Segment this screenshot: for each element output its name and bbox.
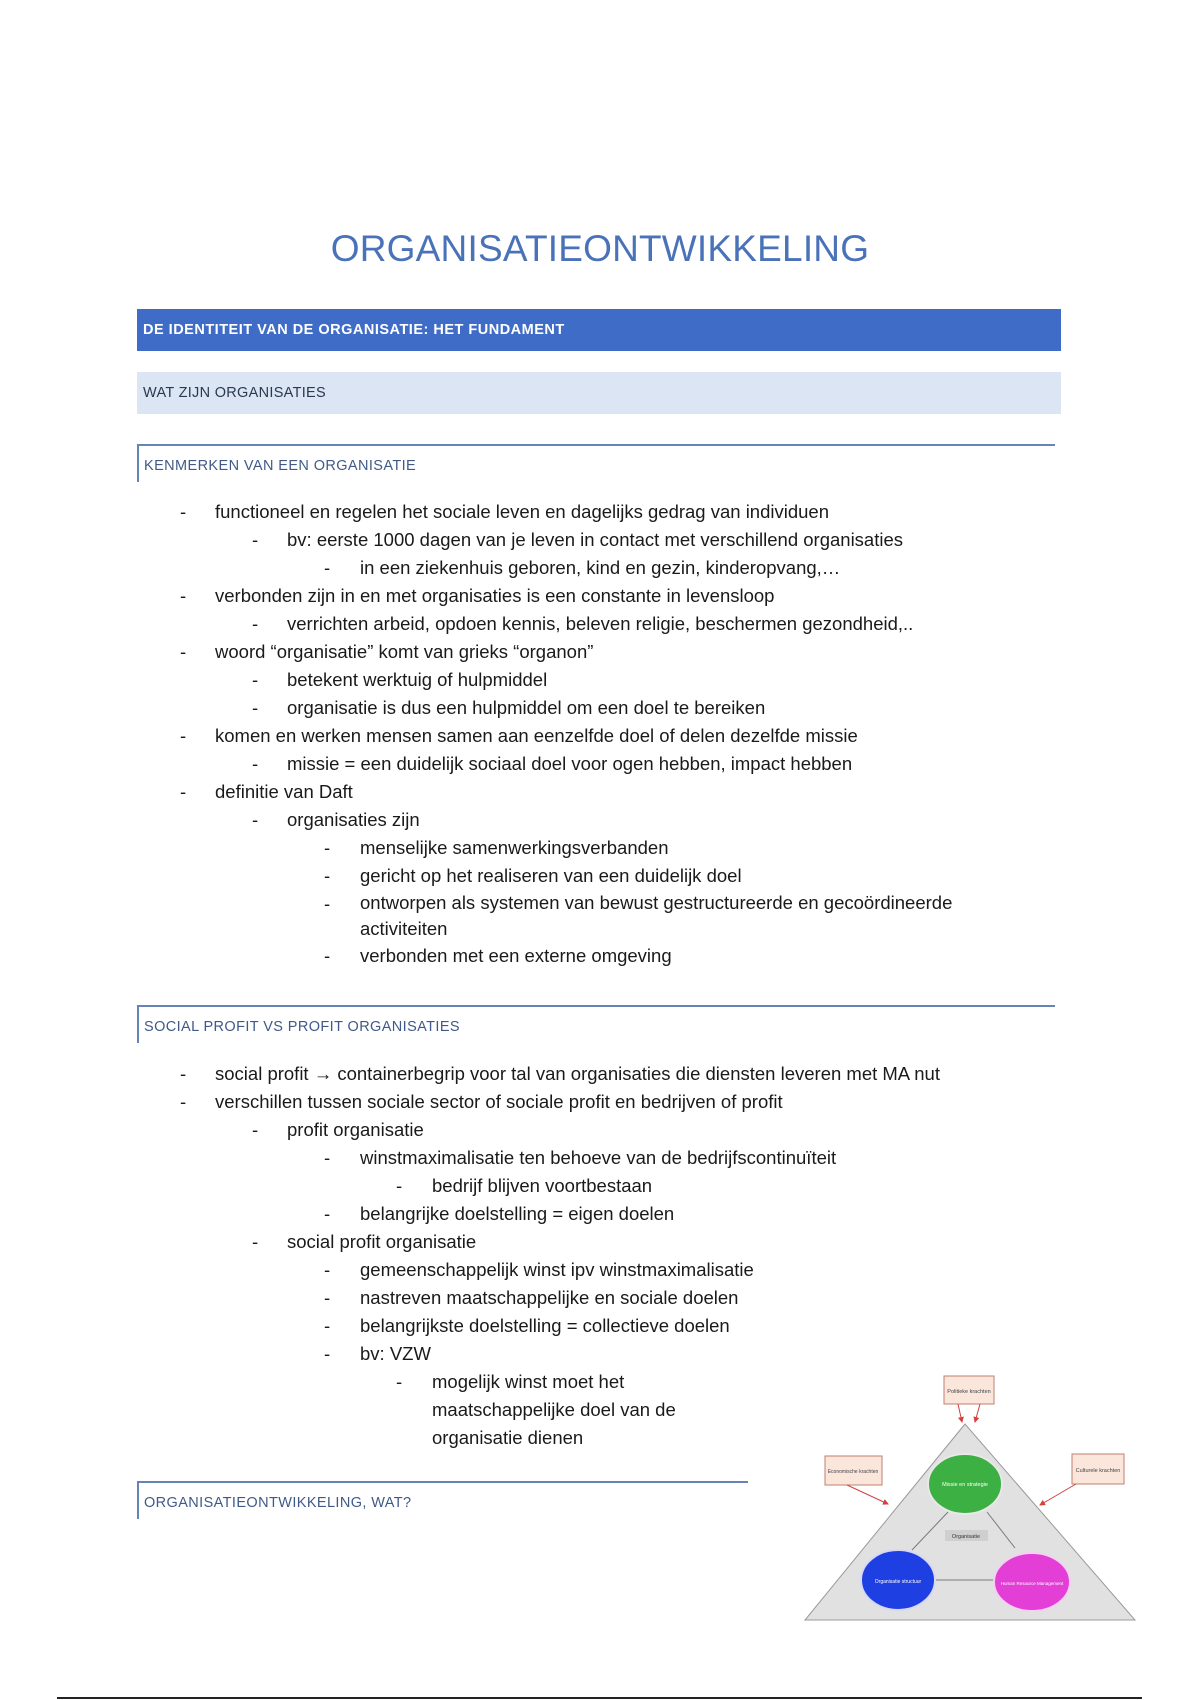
heading-1-identity: DE IDENTITEIT VAN DE ORGANISATIE: HET FUNDAMENT — [137, 309, 1061, 351]
bullet-dash: - — [180, 1063, 187, 1084]
heading-3-organisatieontwikkeling: ORGANISATIEONTWIKKELING, WAT? — [137, 1481, 748, 1519]
list-item: - belangrijkste doelstelling = collectieve doelen — [0, 1312, 1200, 1340]
list-item: - social profit → containerbegrip voor tal van organisaties die diensten leveren met MA nut — [0, 1060, 1200, 1088]
culturele-krachten-label: Culturele krachten — [1075, 1468, 1121, 1474]
hrm-label: Human Resource Management — [1000, 1581, 1064, 1586]
list-item: - verrichten arbeid, opdoen kennis, beleven religie, beschermen gezondheid,.. — [0, 610, 1200, 638]
bullet-dash: - — [324, 945, 331, 966]
list-item: - verbonden met een externe omgeving — [0, 942, 1200, 970]
list-item: - gericht op het realiseren van een duidelijk doel — [0, 862, 1200, 890]
list-item: - verbonden zijn in en met organisaties is een constante in levensloop — [0, 582, 1200, 610]
bullet-dash: - — [252, 1231, 259, 1252]
bullet-dash: - — [252, 697, 259, 718]
bullet-dash: - — [324, 1287, 331, 1308]
arrow-culturele — [1040, 1484, 1076, 1505]
politieke-krachten-label: Politieke krachten — [947, 1389, 991, 1395]
list-item: - gemeenschappelijk winst ipv winstmaximalisatie — [0, 1256, 1200, 1284]
page-title: ORGANISATIEONTWIKKELING — [330, 228, 870, 269]
list-item: - missie = een duidelijk sociaal doel voor ogen hebben, impact hebben — [0, 750, 1200, 778]
list-item: - mogelijk winst moet het maatschappelijke doel van de organisatie dienen — [0, 1368, 1200, 1452]
list-item: - woord “organisatie” komt van grieks “organon” — [0, 638, 1200, 666]
bullet-dash: - — [180, 781, 187, 802]
bullet-dash: - — [324, 837, 331, 858]
bullet-dash: - — [180, 585, 187, 606]
bullet-dash: - — [324, 893, 331, 914]
list-item: - in een ziekenhuis geboren, kind en gezin, kinderopvang,… — [0, 554, 1200, 582]
list-item: - ontworpen als systemen van bewust gestructureerde en gecoördineerde activiteiten — [324, 892, 953, 939]
list-item: - definitie van Daft — [0, 778, 1200, 806]
economische-krachten-label: Economische krachten — [827, 1469, 879, 1475]
bullet-dash: - — [324, 865, 331, 886]
list-item: - organisaties zijn — [0, 806, 1200, 834]
arrow-politieke-2 — [975, 1404, 980, 1422]
bullet-dash: - — [252, 753, 259, 774]
organisatie-label: Organisatie — [951, 1534, 981, 1540]
bullet-dash: - — [252, 669, 259, 690]
bullet-dash: - — [180, 501, 187, 522]
bullet-dash: - — [396, 1371, 403, 1392]
arrow-politieke — [958, 1404, 962, 1422]
bullet-dash: - — [180, 725, 187, 746]
list-item: - bedrijf blijven voortbestaan — [0, 1172, 1200, 1200]
heading-2-what-are-organisations: WAT ZIJN ORGANISATIES — [137, 372, 1061, 414]
list-item: - winstmaximalisatie ten behoeve van de bedrijfscontinuïteit — [0, 1144, 1200, 1172]
list-item: - functioneel en regelen het sociale leven en dagelijks gedrag van individuen — [0, 498, 1200, 526]
list-item: - social profit organisatie — [0, 1228, 1200, 1256]
list-item: - profit organisatie — [0, 1116, 1200, 1144]
heading-3-social-profit: SOCIAL PROFIT VS PROFIT ORGANISATIES — [137, 1005, 1055, 1043]
list-item: - belangrijke doelstelling = eigen doelen — [0, 1200, 1200, 1228]
bullet-dash: - — [324, 1203, 331, 1224]
list-item: - bv: VZW — [0, 1340, 1200, 1368]
kenmerken-list — [0, 498, 1200, 970]
bullet-dash: - — [324, 557, 331, 578]
list-item: - verschillen tussen sociale sector of sociale profit en bedrijven of profit — [0, 1088, 1200, 1116]
bullet-dash: - — [396, 1175, 403, 1196]
bullet-dash: - — [180, 641, 187, 662]
list-item: - menselijke samenwerkingsverbanden — [0, 834, 1200, 862]
organisation-triangle-diagram — [800, 1372, 1140, 1627]
list-item: - komen en werken mensen samen aan eenzelfde doel of delen dezelfde missie — [0, 722, 1200, 750]
bullet-dash: - — [324, 1259, 331, 1280]
organisatie-structuur-label: Organisatie structuur — [874, 1579, 922, 1585]
list-item: - organisatie is dus een hulpmiddel om een doel te bereiken — [0, 694, 1200, 722]
bullet-dash: - — [252, 1119, 259, 1140]
heading-3-kenmerken: KENMERKEN VAN EEN ORGANISATIE — [137, 444, 1055, 482]
list-item: - betekent werktuig of hulpmiddel — [0, 666, 1200, 694]
bullet-dash: - — [252, 613, 259, 634]
list-item: - nastreven maatschappelijke en sociale doelen — [0, 1284, 1200, 1312]
arrow-economische — [847, 1485, 888, 1504]
bullet-dash: - — [180, 1091, 187, 1112]
bullet-dash: - — [324, 1343, 331, 1364]
bullet-dash: - — [324, 1147, 331, 1168]
list-item: - bv: eerste 1000 dagen van je leven in contact met verschillend organisaties — [0, 526, 1200, 554]
bullet-dash: - — [252, 529, 259, 550]
bullet-dash: - — [252, 809, 259, 830]
page-bottom-rule — [57, 1697, 1142, 1699]
missie-strategie-label: Missie en strategie — [942, 1482, 988, 1488]
bullet-dash: - — [324, 1315, 331, 1336]
